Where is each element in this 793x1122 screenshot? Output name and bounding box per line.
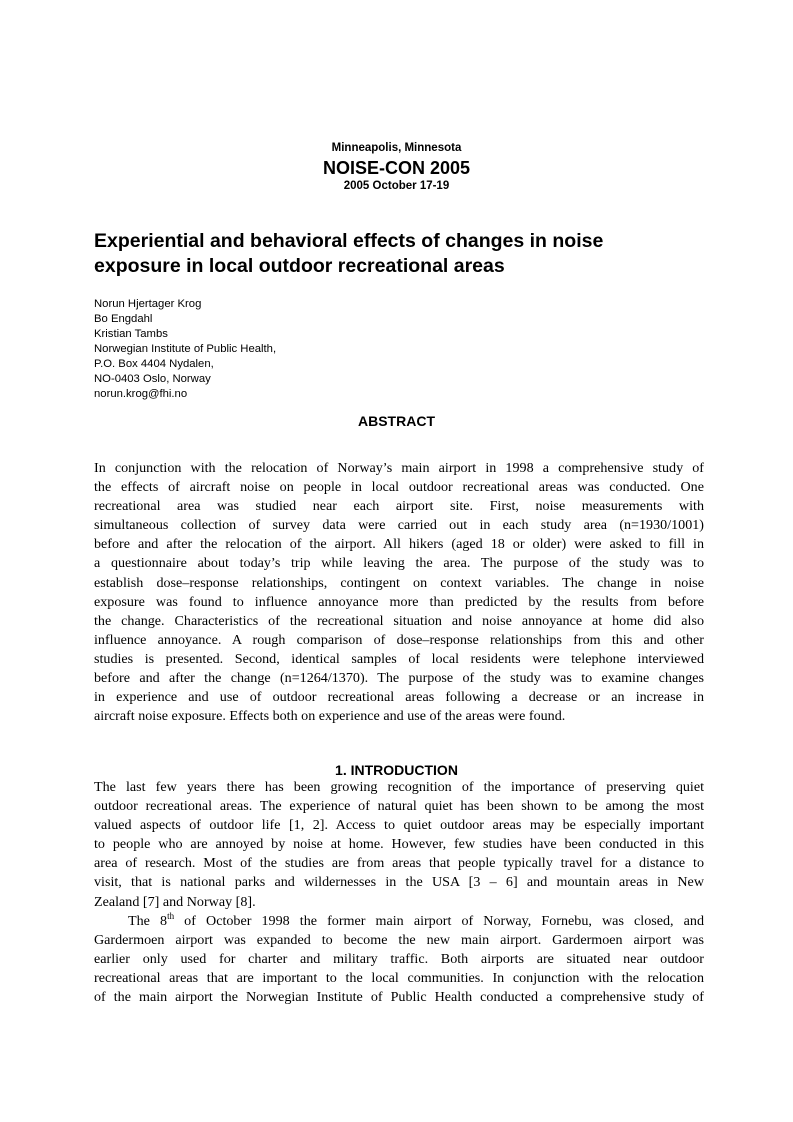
text-line: valued aspects of outdoor life [1, 2]. Access to quiet outdoor areas may be especially important [94, 817, 704, 834]
text-line: aircraft noise exposure. Effects both on experience and use of the areas were found. [94, 708, 566, 725]
conference-name: NOISE-CON 2005 [322, 158, 471, 178]
text-line: simultaneous collection of survey data were carried out in each study area (n=1930/1001) [94, 517, 704, 534]
abstract-heading: ABSTRACT [358, 413, 435, 429]
author-name: Bo Engdahl [94, 313, 153, 325]
introduction-heading: 1. INTRODUCTION [335, 762, 458, 778]
conference-location: Minneapolis, Minnesota [331, 142, 462, 154]
text-line: earlier only used for charter and military traffic. Both airports are situated near outdoor [94, 950, 704, 967]
author-name: Norun Hjertager Krog [94, 298, 202, 310]
text-line: establish dose–response relationships, contingent on context variables. The change in noise [94, 574, 704, 591]
text-fragment: of October 1998 the former main airport of Norway, Fornebu, was closed, and [174, 912, 704, 929]
text-line: In conjunction with the relocation of Norway’s main airport in 1998 a comprehensive study of [94, 460, 704, 476]
text-line: of the main airport the Norwegian Institute of Public Health conducted a comprehensive study of [94, 989, 704, 1006]
author-address: NO-0403 Oslo, Norway [94, 373, 211, 385]
text-line [94, 912, 704, 931]
text-line: area of research. Most of the studies are from areas that people typically travel for a distance to [94, 855, 704, 872]
text-line: recreational area was studied near each airport site. First, noise measurements with [94, 498, 704, 515]
text-line: exposure was found to influence annoyance more than predicted by the results from before [94, 593, 704, 610]
author-name: Kristian Tambs [94, 328, 168, 340]
author-address: P.O. Box 4404 Nydalen, [94, 358, 214, 370]
text-line: a questionnaire about today’s trip while leaving the area. The purpose of the study was to [94, 555, 704, 572]
text-line: Zealand [7] and Norway [8]. [94, 893, 256, 910]
text-line: the change. Characteristics of the recreational situation and noise annoyance at home did also [94, 612, 704, 629]
text-line: Gardermoen airport was expanded to become the new main airport. Gardermoen airport was [94, 931, 704, 948]
text-line: studies is presented. Second, identical samples of local residents were telephone interviewed [94, 650, 704, 667]
paper-title [94, 229, 704, 279]
text-fragment: The 8 [128, 912, 168, 929]
text-line: recreational areas that are important to the local communities. In conjunction with the relocation [94, 969, 704, 986]
abstract-text [94, 459, 704, 726]
paper-title-line: exposure in local outdoor recreational areas [94, 255, 505, 277]
author-email: norun.krog@fhi.no [94, 388, 188, 400]
text-line: outdoor recreational areas. The experience of natural quiet has been shown to be among the most [94, 798, 704, 815]
author-block [94, 297, 276, 402]
text-line: in experience and use of outdoor recreational areas following a decrease or an increase in [94, 689, 704, 706]
text-line: influence annoyance. A rough comparison of dose–response relationships from this and other [94, 631, 704, 648]
text-line: the effects of aircraft noise on people in local outdoor recreational areas was conducted. One [94, 479, 704, 496]
ordinal-suffix: th [167, 910, 175, 921]
text-line: before and after the relocation of the airport. All hikers (aged 18 or older) were asked to fill in [94, 536, 704, 553]
introduction-text [94, 778, 704, 1007]
author-affiliation: Norwegian Institute of Public Health, [94, 343, 277, 355]
paper-title-line: Experiential and behavioral effects of changes in noise [94, 230, 604, 252]
text-line: to people who are annoyed by noise at home. However, few studies have been conducted in this [94, 836, 704, 853]
text-line: visit, that is national parks and wildernesses in the USA [3 – 6] and mountain areas in New [94, 874, 704, 891]
text-line: before and after the change (n=1264/1370). The purpose of the study was to examine changes [94, 670, 704, 687]
text-line: The last few years there has been growing recognition of the importance of preserving quiet [94, 779, 704, 795]
conference-date: 2005 October 17-19 [343, 180, 450, 192]
